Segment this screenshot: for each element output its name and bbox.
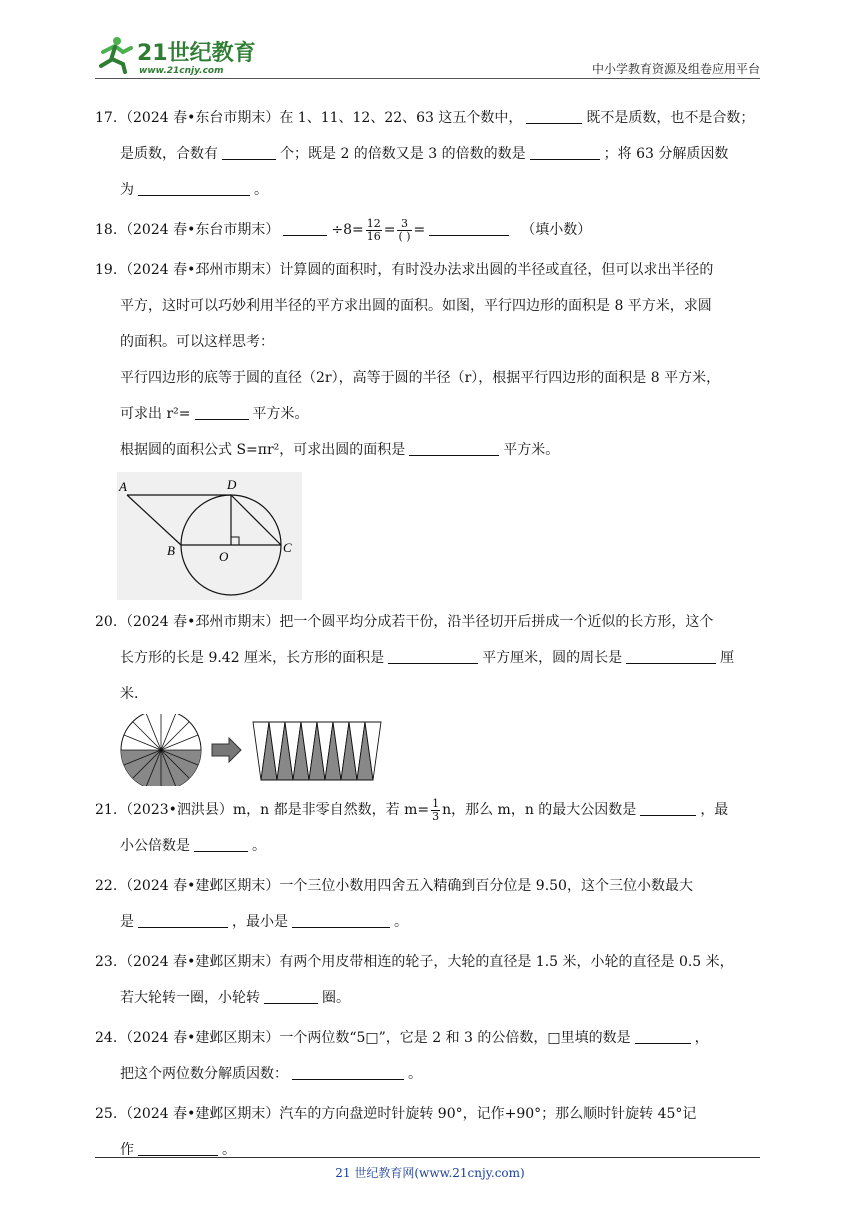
question-text: （2024 春•东台市期末）在 1、11、12、22、63 这五个数中， <box>119 110 523 126</box>
answer-blank[interactable] <box>194 835 248 852</box>
question-text: 的面积。可以这样思考： <box>120 334 274 350</box>
site-name: 中小学教育资源及组卷应用平台 <box>591 62 760 76</box>
question-17 <box>95 100 763 208</box>
question-23 <box>95 944 763 1016</box>
label-c: C <box>283 540 292 555</box>
question-text: 米. <box>120 686 139 702</box>
question-text: （2024 春•建邺区期末）有两个用皮带相连的轮子，大轮的直径是 1.5 米，小轮的直径是 0.5 米， <box>119 954 734 970</box>
answer-blank[interactable] <box>409 439 499 456</box>
question-text: （2023•泗洪县）m，n 都是非零自然数，若 m= <box>119 802 430 818</box>
question-text: （2024 春•邳州市期末）计算圆的面积时，有时没办法求出圆的半径或直径，但可以求出半径的 <box>119 262 714 278</box>
question-number: 22. <box>95 878 118 894</box>
question-text: 小公倍数是 <box>120 838 190 854</box>
question-text: 圈。 <box>322 990 350 1006</box>
question-text: （2024 春•建邺区期末）一个三位小数用四舍五入精确到百分位是 9.50，这个三位小数最大 <box>119 878 693 894</box>
answer-blank[interactable] <box>292 911 390 928</box>
question-text: （2024 春•建邺区期末）一个两位数“5□”，它是 2 和 3 的公倍数，□里填的数是 <box>119 1030 631 1046</box>
question-number: 23. <box>95 954 118 970</box>
parallelogram-circle-figure <box>117 472 302 600</box>
question-text: 平行四边形的底等于圆的直径（2r），高等于圆的半径（r），根据平行四边形的面积是 8 平方米， <box>120 370 721 386</box>
question-text: 是 <box>120 914 134 930</box>
equals-sign: = <box>383 222 396 238</box>
fraction-3-blank: $\frac{3}{( )}$ <box>398 216 411 243</box>
footer-divider <box>95 1157 760 1158</box>
answer-blank[interactable] <box>530 143 600 160</box>
answer-blank[interactable] <box>626 647 716 664</box>
question-22 <box>95 868 763 940</box>
answer-blank[interactable] <box>264 987 318 1004</box>
answer-blank[interactable] <box>138 911 228 928</box>
question-text: 。 <box>252 838 266 854</box>
question-text: 既不是质数，也不是合数； <box>586 110 755 126</box>
label-b: B <box>167 543 175 558</box>
question-text: ，最小是 <box>232 914 288 930</box>
page-header <box>95 30 760 80</box>
question-text: 。 <box>408 1066 422 1082</box>
logo <box>95 34 270 76</box>
question-text: 。 <box>222 1142 236 1158</box>
question-list <box>95 100 763 1172</box>
question-number: 19. <box>95 262 118 278</box>
question-text: 个；既是 2 的倍数又是 3 的倍数的数是 <box>280 146 526 162</box>
fraction-12-16: $\frac{12}{16}$ <box>366 216 381 243</box>
question-number: 18. <box>95 222 118 238</box>
question-text: （2024 春•邳州市期末）把一个圆平均分成若干份，沿半径切开后拼成一个近似的长方形，这个 <box>119 614 714 630</box>
label-d: D <box>227 477 237 492</box>
question-text: 若大轮转一圈，小轮转 <box>120 990 260 1006</box>
answer-blank[interactable] <box>283 219 327 236</box>
question-text: ；将 63 分解质因数 <box>603 146 729 162</box>
question-18 <box>95 212 763 248</box>
answer-blank[interactable] <box>222 143 276 160</box>
question-text: ÷8= <box>331 222 364 238</box>
question-text: ， <box>694 1030 709 1046</box>
question-24 <box>95 1020 763 1092</box>
question-text: n，那么 m，n 的最大公因数是 <box>442 802 637 818</box>
question-text: 平方厘米，圆的周长是 <box>482 650 623 666</box>
answer-blank[interactable] <box>292 1063 404 1080</box>
answer-blank[interactable] <box>635 1027 691 1044</box>
question-text: 把这个两位数分解质因数： <box>120 1066 288 1082</box>
question-text: 为 <box>120 182 134 198</box>
question-text: 可求出 r²= <box>120 406 191 422</box>
question-text: 作 <box>120 1142 134 1158</box>
question-number: 21. <box>95 802 118 818</box>
question-text: （2024 春•东台市期末） <box>119 222 280 238</box>
question-text: 厘 <box>720 650 735 666</box>
right-arrow-icon <box>212 738 241 762</box>
logo-text: 21世纪教育 <box>137 41 256 66</box>
question-text: 根据圆的面积公式 S=πr²，可求出圆的面积是 <box>120 442 406 458</box>
question-text: 平方米。 <box>252 406 309 422</box>
label-a: A <box>119 479 127 494</box>
question-text: 平方米。 <box>503 442 560 458</box>
question-text: （填小数） <box>521 222 592 238</box>
equals-sign: = <box>413 222 426 238</box>
answer-blank[interactable] <box>138 1139 218 1156</box>
circle-to-rectangle-figure <box>117 714 387 786</box>
logo-url: www.21cnjy.com <box>139 66 224 76</box>
question-number: 20. <box>95 614 118 630</box>
question-text: 。 <box>254 182 268 198</box>
header-divider <box>95 78 760 79</box>
question-text: 。 <box>394 914 408 930</box>
running-figure-icon <box>101 37 131 72</box>
question-number: 17. <box>95 110 118 126</box>
question-20 <box>95 604 763 786</box>
fraction-1-3: $\frac{1}{3}$ <box>432 796 440 823</box>
question-number: 24. <box>95 1030 118 1046</box>
question-21 <box>95 792 763 864</box>
question-text: 长方形的长是 9.42 厘米，长方形的面积是 <box>120 650 385 666</box>
answer-blank[interactable] <box>388 647 478 664</box>
question-text: ，最 <box>700 802 729 818</box>
question-19 <box>95 252 763 600</box>
label-o: O <box>219 549 229 564</box>
question-number: 25. <box>95 1106 118 1122</box>
answer-blank[interactable] <box>526 107 582 124</box>
answer-blank[interactable] <box>640 799 696 816</box>
answer-blank[interactable] <box>195 403 249 420</box>
question-text: 是质数，合数有 <box>120 146 218 162</box>
answer-blank[interactable] <box>429 219 509 236</box>
answer-blank[interactable] <box>138 179 250 196</box>
footer-text[interactable]: 21 世纪教育网(www.21cnjy.com) <box>335 1166 525 1180</box>
question-text: 平方，这时可以巧妙利用半径的平方求出圆的面积。如图，平行四边形的面积是 8 平方米，求圆 <box>120 298 712 314</box>
question-text: （2024 春•建邺区期末）汽车的方向盘逆时针旋转 90°，记作+90°；那么顺时针旋转 45°记 <box>119 1106 697 1122</box>
